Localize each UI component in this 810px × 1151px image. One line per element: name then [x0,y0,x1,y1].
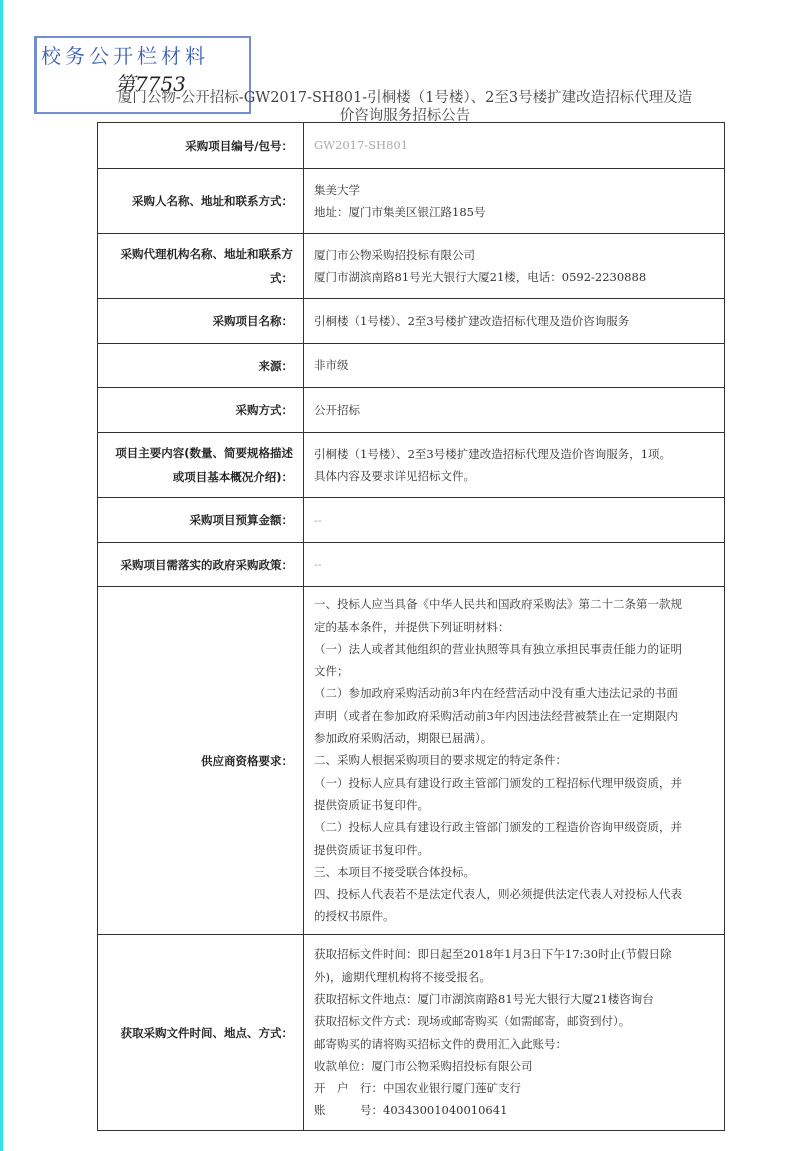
row-value [304,543,725,587]
stamp-text: 校务公开栏材料 [41,44,209,68]
value-line: 的授权书原件。 [314,909,395,924]
tender-table [97,122,725,1131]
row-label: 项目主要内容(数量、简要规格描述或项目基本概况介绍)： [98,433,304,498]
row-label: 供应商资格要求： [98,587,304,935]
row-label: 采购项目编号/包号： [98,123,304,169]
value-line: 获取招标文件时间：即日起至2018年1月3日下午17:30时止(节假日除 [314,947,672,962]
table-row [98,344,725,388]
row-label: 采购人名称、地址和联系方式： [98,169,304,234]
document-title-line1: 厦门公物-公开招标-GW2017-SH801-引桐楼（1号楼）、2至3号楼扩建改造招标代理及造 [117,90,693,106]
row-value [304,587,725,935]
document-title-line2: 价咨询服务招标公告 [339,108,471,124]
value-line: 账 号：40343001040010641 [314,1103,508,1118]
row-value [304,123,725,169]
value-line: 引桐楼（1号楼）、2至3号楼扩建改造招标代理及造价咨询服务 [314,313,630,328]
table-row [98,433,725,498]
table-row [98,935,725,1131]
table-row [98,299,725,344]
table-row [98,498,725,543]
table-row [98,123,725,169]
value-line: 获取招标文件地点：厦门市湖滨南路81号光大银行大厦21楼咨询台 [314,991,654,1006]
value-line: 提供资质证书复印件。 [314,797,429,812]
row-value [304,388,725,433]
value-line: 非市级 [314,358,349,373]
value-line: 提供资质证书复印件。 [314,842,429,857]
row-label: 获取采购文件时间、地点、方式： [98,935,304,1131]
row-label: 来源： [98,344,304,388]
value-line: 外)，逾期代理机构将不接受报名。 [314,969,491,984]
value-line: 厦门市湖滨南路81号光大银行大厦21楼，电话：0592-2230888 [314,270,647,284]
value-line: 集美大学 [314,182,360,197]
row-label: 采购项目需落实的政府采购政策： [98,543,304,587]
value-line: 邮寄购买的请将购买招标文件的费用汇入此账号： [314,1036,567,1051]
value-line: 引桐楼（1号楼）、2至3号楼扩建改造招标代理及造价咨询服务，1项。 [314,446,672,461]
value-line: （一）法人或者其他组织的营业执照等具有独立承担民事责任能力的证明 [314,641,682,656]
value-line: 三、本项目不接受联合体投标。 [314,864,475,879]
value-line: 公开招标 [314,402,360,417]
value-line: 开 户 行：中国农业银行厦门莲矿支行 [314,1081,521,1096]
row-value [304,498,725,543]
table-row [98,169,725,234]
row-label: 采购代理机构名称、地址和联系方式： [98,234,304,299]
row-value [304,344,725,388]
value-line: 四、投标人代表若不是法定代表人，则必须提供法定代表人对投标人代表 [314,887,682,902]
value-line: 参加政府采购活动，期限已届满）。 [314,731,493,746]
value-line: 二、采购人根据采购项目的要求规定的特定条件： [314,753,567,768]
value-line: 文件； [314,664,349,679]
table-row [98,587,725,935]
row-value [304,169,725,234]
value-line: GW2017-SH801 [314,138,409,153]
row-value [304,234,725,299]
row-label: 采购方式： [98,388,304,433]
table-row [98,234,725,299]
value-line: -- [314,512,322,527]
value-line: 厦门市公物采购招投标有限公司 [314,247,475,262]
row-label: 采购项目预算金额： [98,498,304,543]
row-value [304,935,725,1131]
value-line: 一、投标人应当具备《中华人民共和国政府采购法》第二十二条第一款规 [314,597,682,612]
table-row [98,543,725,587]
table-row [98,388,725,433]
row-value [304,299,725,344]
value-line: 获取招标文件方式：现场或邮寄购买（如需邮寄，邮资到付）。 [314,1014,631,1029]
value-line: 声明（或者在参加政府采购活动前3年内因违法经营被禁止在一定期限内 [314,708,678,723]
value-line: 收款单位：厦门市公物采购招投标有限公司 [314,1058,533,1073]
scan-edge [0,0,3,1151]
value-line: -- [314,557,322,572]
value-line: （二）投标人应具有建设行政主管部门颁发的工程造价咨询甲级资质，并 [314,820,682,835]
value-line: 定的基本条件，并提供下列证明材料： [314,619,510,634]
value-line: （二）参加政府采购活动前3年内在经营活动中没有重大违法记录的书面 [314,686,678,701]
row-value [304,433,725,498]
value-line: （一）投标人应具有建设行政主管部门颁发的工程招标代理甲级资质，并 [314,775,682,790]
value-line: 地址：厦门市集美区银江路185号 [314,205,486,219]
row-label: 采购项目名称： [98,299,304,344]
stamp-number: 第7753 [115,72,186,96]
value-line: 具体内容及要求详见招标文件。 [314,469,475,483]
